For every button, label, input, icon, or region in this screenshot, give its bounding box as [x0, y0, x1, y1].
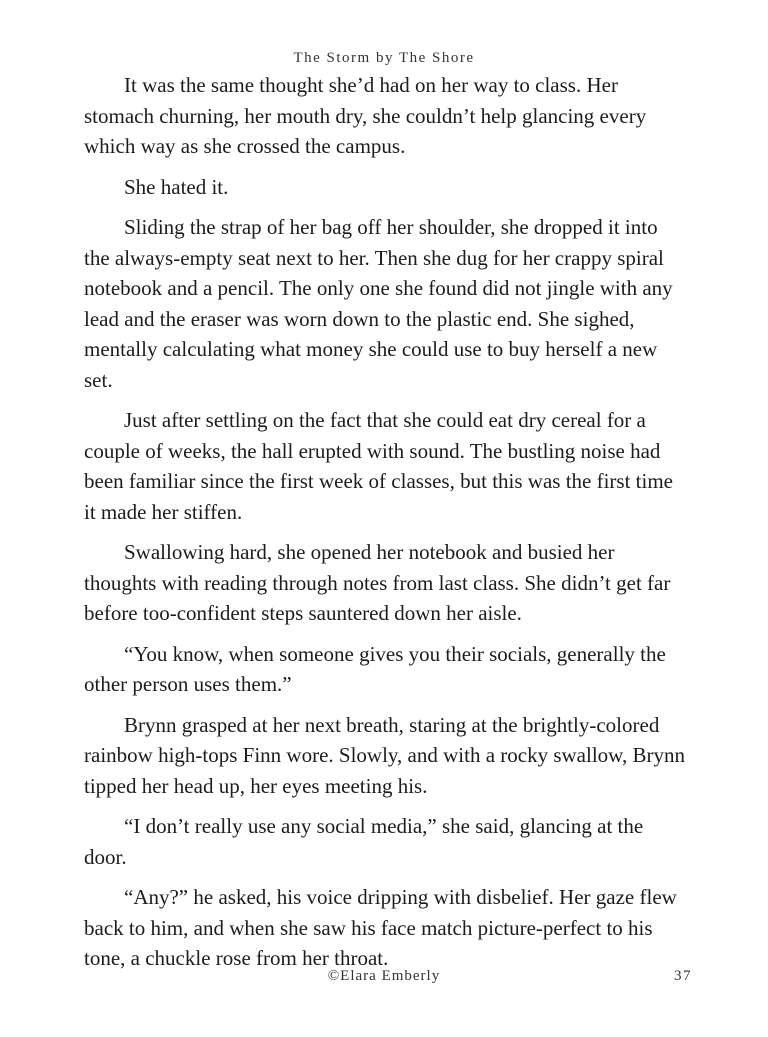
running-header-title: The Storm by The Shore — [293, 50, 475, 66]
paragraph: Just after settling on the fact that she could eat dry cereal for a couple of weeks, the hall erupted with sound. The bustling noise had been familiar since the first week of classes, but this was the first time it made her stiffen. — [84, 408, 673, 524]
footer-copyright: ©Elara Emberly — [327, 968, 441, 984]
paragraph: It was the same thought she’d had on her way to class. Her stomach churning, her mouth dry, she couldn’t help glancing every which way as she crossed the campus. — [84, 73, 647, 158]
paragraph: “Any?” he asked, his voice dripping with disbelief. Her gaze flew back to him, and when she saw his face match picture-perfect to his tone, a chuckle rose from her throat. — [84, 885, 677, 970]
page-number: 37 — [674, 968, 692, 984]
paragraph: “I don’t really use any social media,” she said, glancing at the door. — [84, 814, 644, 869]
paragraph: Swallowing hard, she opened her notebook and busied her thoughts with reading through notes from last class. She didn’t get far before too-confident steps sauntered down her aisle. — [84, 540, 671, 625]
paragraph: Sliding the strap of her bag off her shoulder, she dropped it into the always-empty seat next to her. Then she dug for her crappy spiral notebook and a pencil. The only one she found did not jingle with any lead and the eraser was worn down to the plastic end. She sighed, mentally calculating what money she could use to buy herself a new set. — [84, 215, 673, 392]
paragraph: She hated it. — [124, 174, 229, 199]
body-text — [84, 70, 688, 984]
paragraph: “You know, when someone gives you their socials, generally the other person uses them.” — [84, 641, 666, 696]
paragraph: Brynn grasped at her next breath, staring at the brightly-colored rainbow high-tops Finn wore. Slowly, and with a rocky swallow, Brynn tipped her head up, her eyes meeting his. — [84, 712, 685, 798]
